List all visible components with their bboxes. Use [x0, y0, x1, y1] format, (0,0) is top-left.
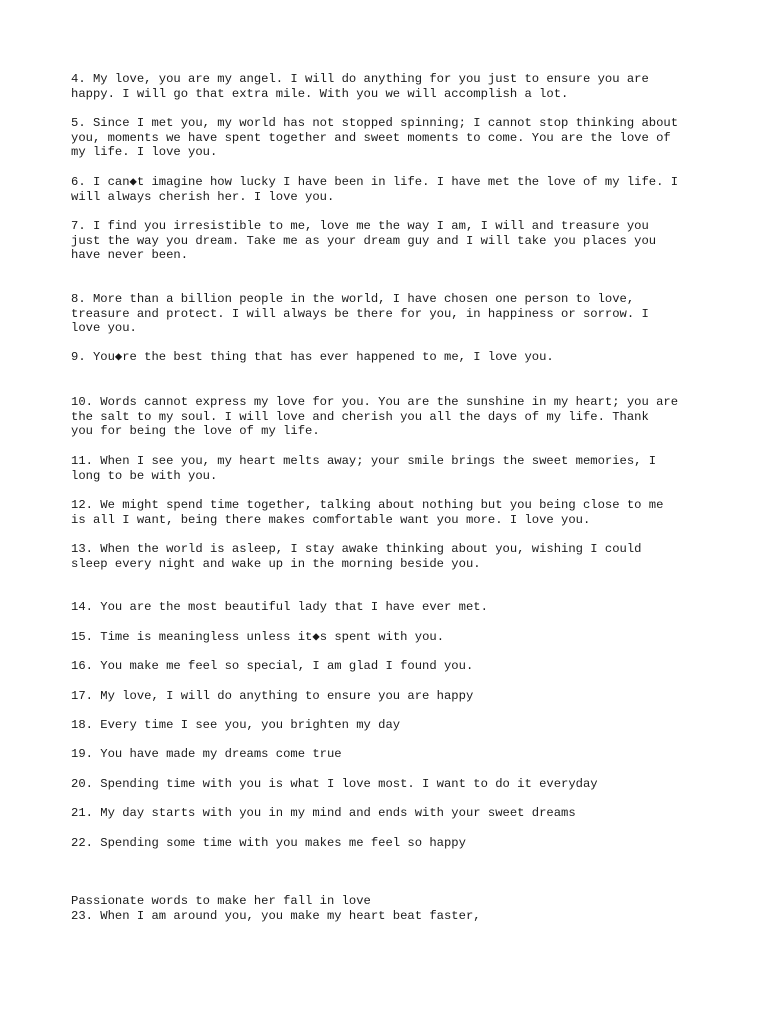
paragraph-8: 8. More than a billion people in the world, I have chosen one person to love, treasure and protect. I will always be there for you, in happiness or sorrow. I love you.: [71, 292, 649, 336]
paragraph-11: 11. When I see you, my heart melts away; your smile brings the sweet memories, I long to be with you.: [71, 454, 657, 483]
paragraph-19: 19. You have made my dreams come true: [71, 747, 342, 761]
paragraph-7: 7. I find you irresistible to me, love me the way I am, I will and treasure you just the way you dream. Take me as your dream guy and I will take you places you have never been.: [71, 219, 657, 263]
paragraph-21: 21. My day starts with you in my mind and ends with your sweet dreams: [71, 806, 576, 820]
paragraph-4: 4. My love, you are my angel. I will do anything for you just to ensure you are happy. I will go that extra mile. With you we will accomplish a lot.: [71, 72, 649, 101]
paragraph-15: 15. Time is meaningless unless it◆s spent with you.: [71, 630, 445, 644]
paragraph-9: 9. You◆re the best thing that has ever happened to me, I love you.: [71, 350, 554, 364]
paragraph-20: 20. Spending time with you is what I love most. I want to do it everyday: [71, 777, 598, 791]
paragraph-10: 10. Words cannot express my love for you. You are the sunshine in my heart; you are the salt to my soul. I will love and cherish you all the days of my life. Thank you for being the love of my life.: [71, 395, 679, 439]
paragraph-17: 17. My love, I will do anything to ensure you are happy: [71, 689, 474, 703]
section-heading-and-paragraph-23: Passionate words to make her fall in love 23. When I am around you, you make my heart beat faster,: [71, 894, 481, 923]
paragraph-5: 5. Since I met you, my world has not stopped spinning; I cannot stop thinking about you, moments we have spent together and sweet moments to come. You are the love of my life. I love you.: [71, 116, 679, 160]
paragraph-12: 12. We might spend time together, talking about nothing but you being close to me is all I want, being there makes comfortable want you more. I love you.: [71, 498, 664, 527]
paragraph-13: 13. When the world is asleep, I stay awake thinking about you, wishing I could sleep every night and wake up in the morning beside you.: [71, 542, 642, 571]
paragraph-14: 14. You are the most beautiful lady that I have ever met.: [71, 600, 488, 614]
paragraph-6: 6. I can◆t imagine how lucky I have been in life. I have met the love of my life. I will always cherish her. I love you.: [71, 175, 679, 204]
paragraph-18: 18. Every time I see you, you brighten my day: [71, 718, 401, 732]
paragraph-22: 22. Spending some time with you makes me feel so happy: [71, 836, 466, 850]
paragraph-16: 16. You make me feel so special, I am glad I found you.: [71, 659, 474, 673]
